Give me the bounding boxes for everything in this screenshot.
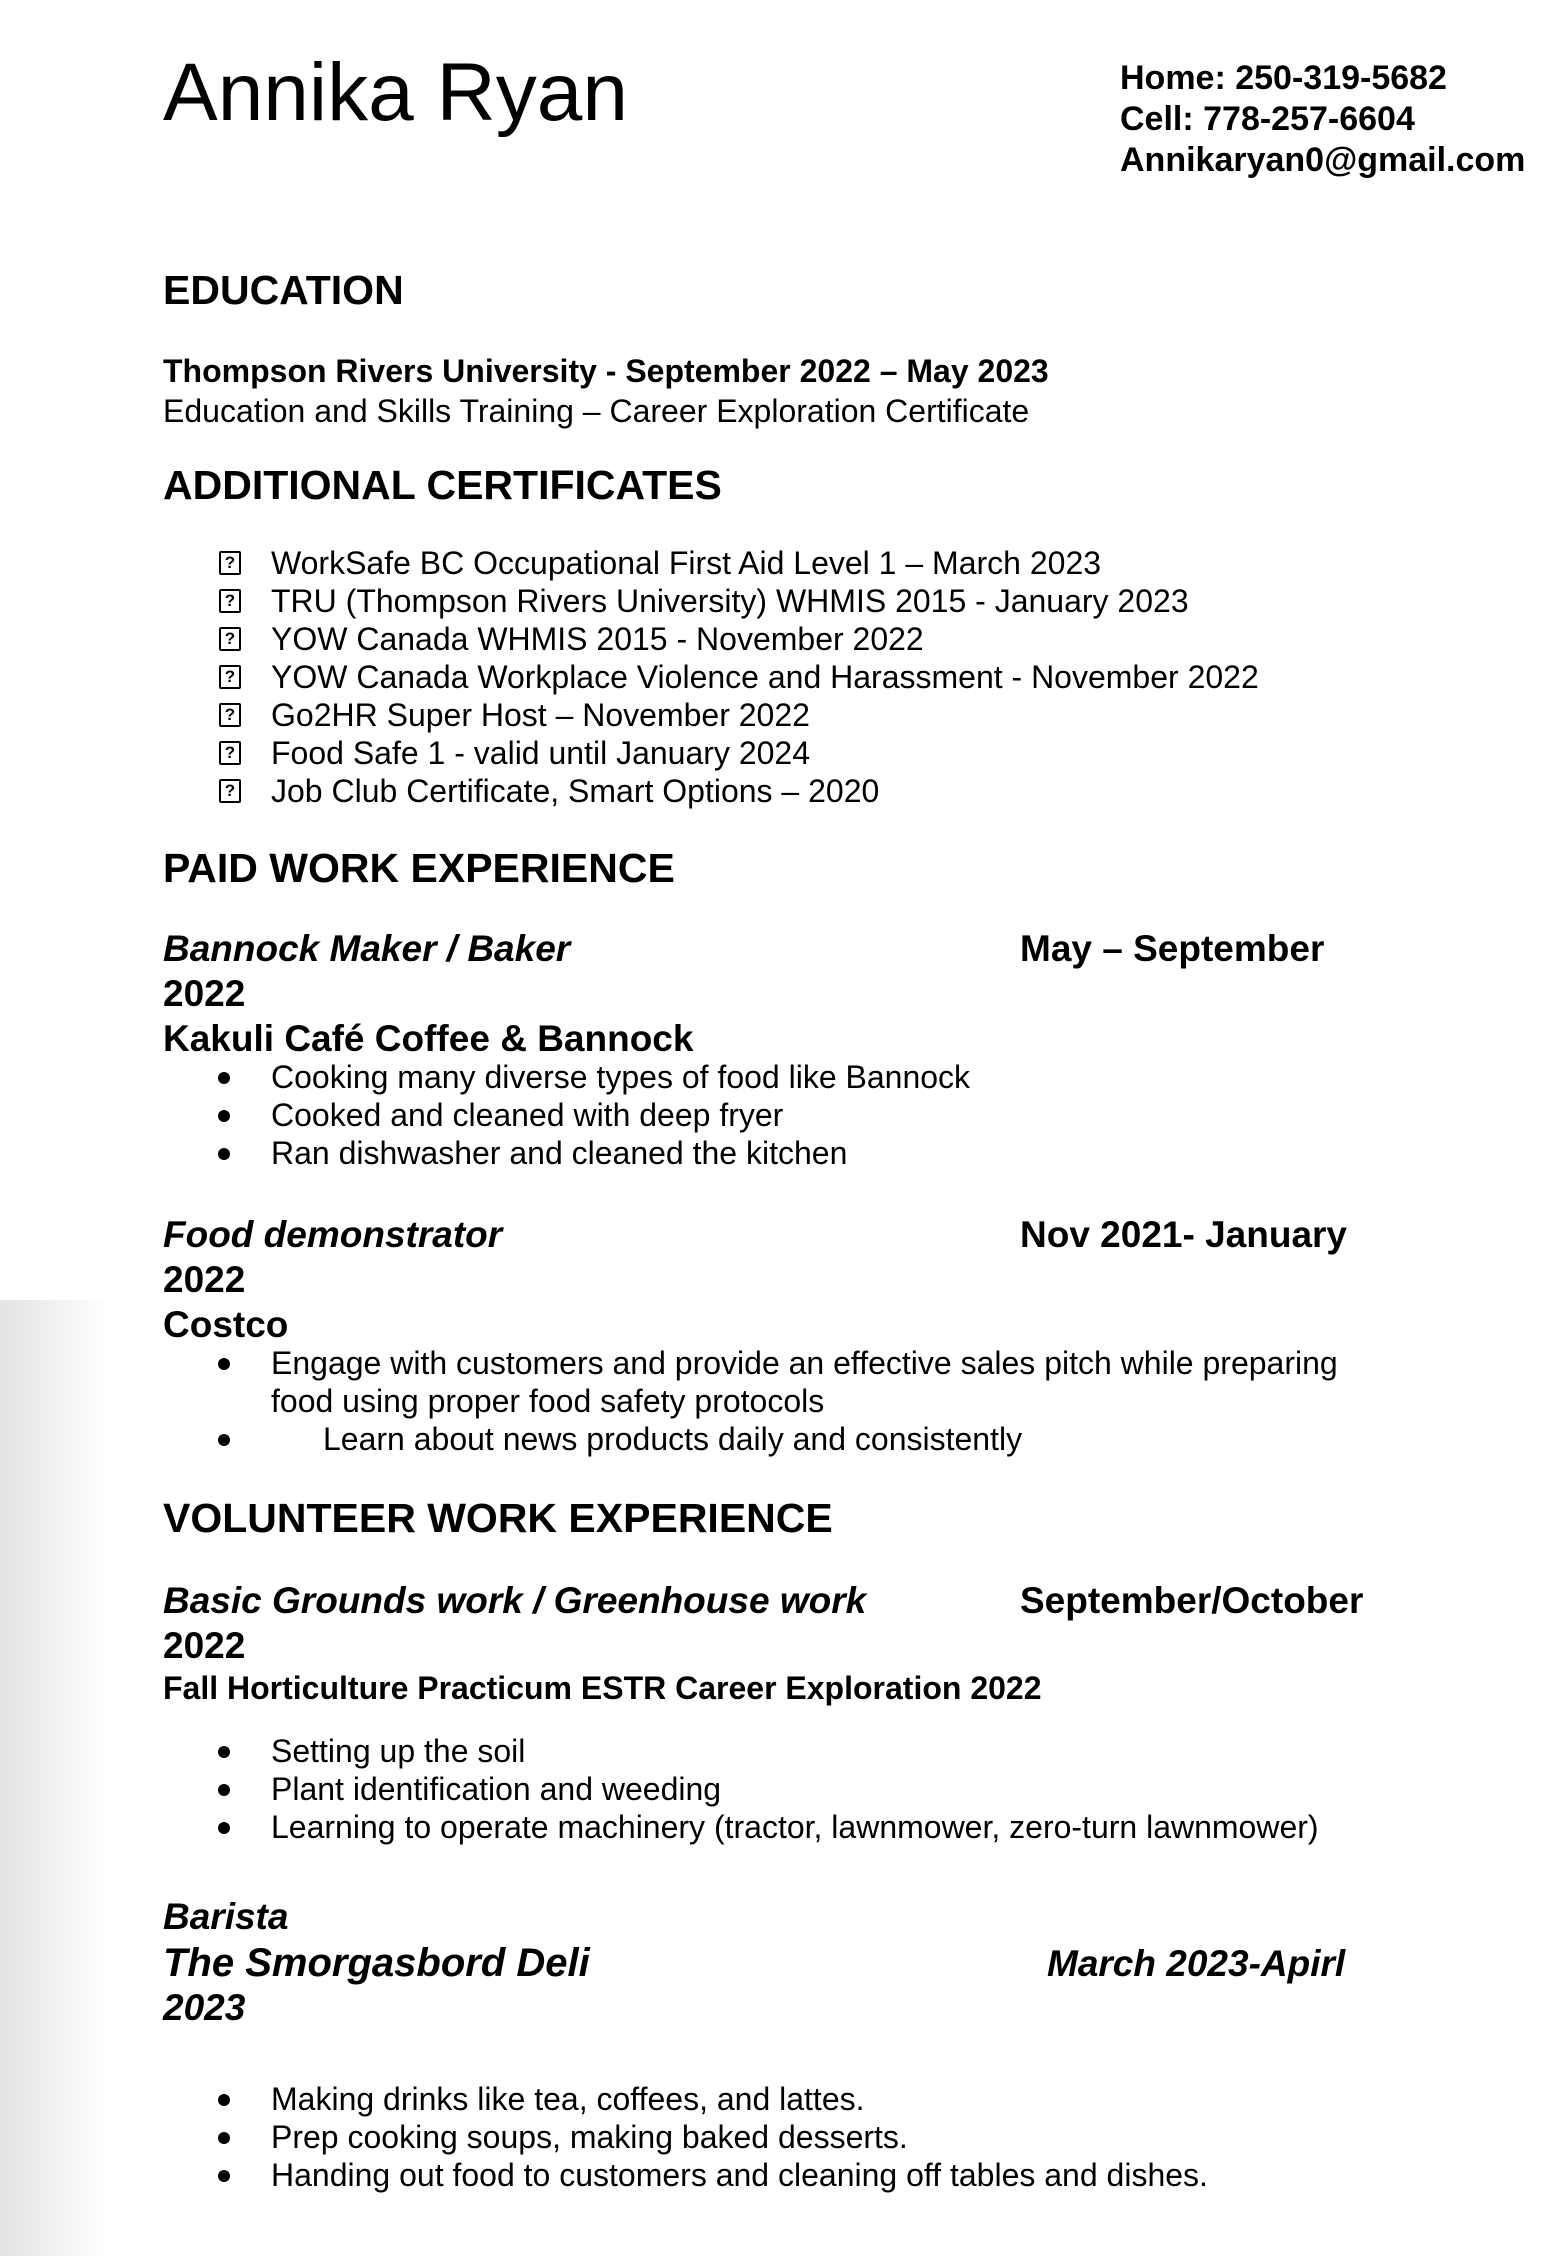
bullet-icon <box>218 1434 230 1446</box>
duty-text: Handing out food to customers and cleaning off tables and dishes. <box>271 2157 1208 2193</box>
bullet-icon <box>218 1072 230 1084</box>
list-item <box>215 582 1259 620</box>
bullet-icon <box>218 2094 230 2106</box>
bullet-icon <box>218 2170 230 2182</box>
list-item <box>215 1382 1338 1420</box>
bullet-icon <box>218 1822 230 1834</box>
certificate-text: Job Club Certificate, Smart Options – 2020 <box>271 773 880 809</box>
paid-work-heading: PAID WORK EXPERIENCE <box>163 845 675 891</box>
bullet-icon <box>218 1746 230 1758</box>
unknown-glyph-icon: ? <box>219 627 241 651</box>
list-item <box>215 1096 970 1134</box>
duty-text: Engage with customers and provide an effective sales pitch while preparing <box>271 1345 1338 1381</box>
job-year: 2023 <box>163 1987 246 2028</box>
duty-text: Learning to operate machinery (tractor, lawnmower, zero-turn lawnmower) <box>271 1809 1319 1845</box>
unknown-glyph-icon: ? <box>219 779 241 803</box>
certificate-list <box>215 544 1259 810</box>
job-duties <box>215 1058 970 1172</box>
list-item <box>215 696 1259 734</box>
job-employer: Costco <box>163 1304 289 1345</box>
job-duties <box>215 1732 1319 1846</box>
resume-name: Annika Ryan <box>163 47 628 138</box>
list-item <box>215 734 1259 772</box>
duty-text: Cooked and cleaned with deep fryer <box>271 1097 784 1133</box>
bullet-icon <box>218 2132 230 2144</box>
unknown-glyph-icon: ? <box>219 665 241 689</box>
bullet-icon <box>218 1784 230 1796</box>
job-dates: March 2023-Apirl <box>1047 1943 1346 1984</box>
bullet-icon <box>218 1110 230 1122</box>
job-year: 2022 <box>163 1259 246 1300</box>
job-duties <box>215 1344 1338 1458</box>
list-item <box>215 1808 1319 1846</box>
list-item <box>215 1770 1319 1808</box>
job-year: 2022 <box>163 973 246 1014</box>
list-item <box>215 2156 1208 2194</box>
list-item <box>215 1420 1338 1458</box>
duty-text: Cooking many diverse types of food like Bannock <box>271 1059 971 1095</box>
practicum-program: Fall Horticulture Practicum ESTR Career Exploration 2022 <box>163 1670 1042 1706</box>
certificate-text: TRU (Thompson Rivers University) WHMIS 2015 - January 2023 <box>271 583 1189 619</box>
list-item <box>215 1058 970 1096</box>
unknown-glyph-icon: ? <box>219 703 241 727</box>
certificate-text: Go2HR Super Host – November 2022 <box>271 697 810 733</box>
job-dates: Nov 2021- January <box>1020 1214 1348 1255</box>
duty-text: Making drinks like tea, coffees, and lattes. <box>271 2081 865 2117</box>
certificate-text: Food Safe 1 - valid until January 2024 <box>271 735 810 771</box>
scan-shadow <box>0 1300 110 2256</box>
certificate-text: YOW Canada WHMIS 2015 - November 2022 <box>271 621 924 657</box>
duty-text: Setting up the soil <box>271 1733 526 1769</box>
home-phone: Home: 250-319-5682 <box>1120 59 1447 97</box>
education-heading: EDUCATION <box>163 267 404 313</box>
cell-phone: Cell: 778-257-6604 <box>1120 100 1415 138</box>
duty-text: Learn about news products daily and consistently <box>323 1421 1023 1457</box>
unknown-glyph-icon: ? <box>219 551 241 575</box>
unknown-glyph-icon: ? <box>219 741 241 765</box>
list-item <box>215 1344 1338 1382</box>
list-item <box>215 1134 970 1172</box>
list-item <box>215 2118 1208 2156</box>
job-duties <box>215 2080 1208 2194</box>
list-item <box>215 544 1259 582</box>
list-item <box>215 658 1259 696</box>
program-line: Education and Skills Training – Career Exploration Certificate <box>163 393 1030 429</box>
bullet-icon <box>218 1358 230 1370</box>
job-role: Basic Grounds work / Greenhouse work <box>163 1580 867 1621</box>
volunteer-work-heading: VOLUNTEER WORK EXPERIENCE <box>163 1495 833 1541</box>
list-item <box>215 1732 1319 1770</box>
list-item <box>215 2080 1208 2118</box>
job-role: Food demonstrator <box>163 1214 503 1255</box>
duty-text: Prep cooking soups, making baked desserts. <box>271 2119 908 2155</box>
email-address: Annikaryan0@gmail.com <box>1120 141 1526 179</box>
certificate-text: WorkSafe BC Occupational First Aid Level 1 – March 2023 <box>271 545 1102 581</box>
list-item <box>215 772 1259 810</box>
job-role: Barista <box>163 1896 289 1937</box>
unknown-glyph-icon: ? <box>219 589 241 613</box>
job-year: 2022 <box>163 1625 246 1666</box>
duty-text: Ran dishwasher and cleaned the kitchen <box>271 1135 848 1171</box>
job-dates: September/October <box>1020 1580 1364 1621</box>
job-dates: May – September <box>1020 928 1325 969</box>
certificates-heading: ADDITIONAL CERTIFICATES <box>163 462 722 508</box>
job-role: Bannock Maker / Baker <box>163 928 571 969</box>
school-line: Thompson Rivers University - September 2022 – May 2023 <box>163 353 1049 389</box>
contact-block <box>1120 58 1525 181</box>
bullet-icon <box>218 1148 230 1160</box>
job-employer: The Smorgasbord Deli <box>163 1941 590 1985</box>
job-employer: Kakuli Café Coffee & Bannock <box>163 1018 694 1059</box>
duty-text: Plant identification and weeding <box>271 1771 722 1807</box>
certificate-text: YOW Canada Workplace Violence and Harassment - November 2022 <box>271 659 1259 695</box>
list-item <box>215 620 1259 658</box>
duty-text: food using proper food safety protocols <box>271 1383 825 1419</box>
